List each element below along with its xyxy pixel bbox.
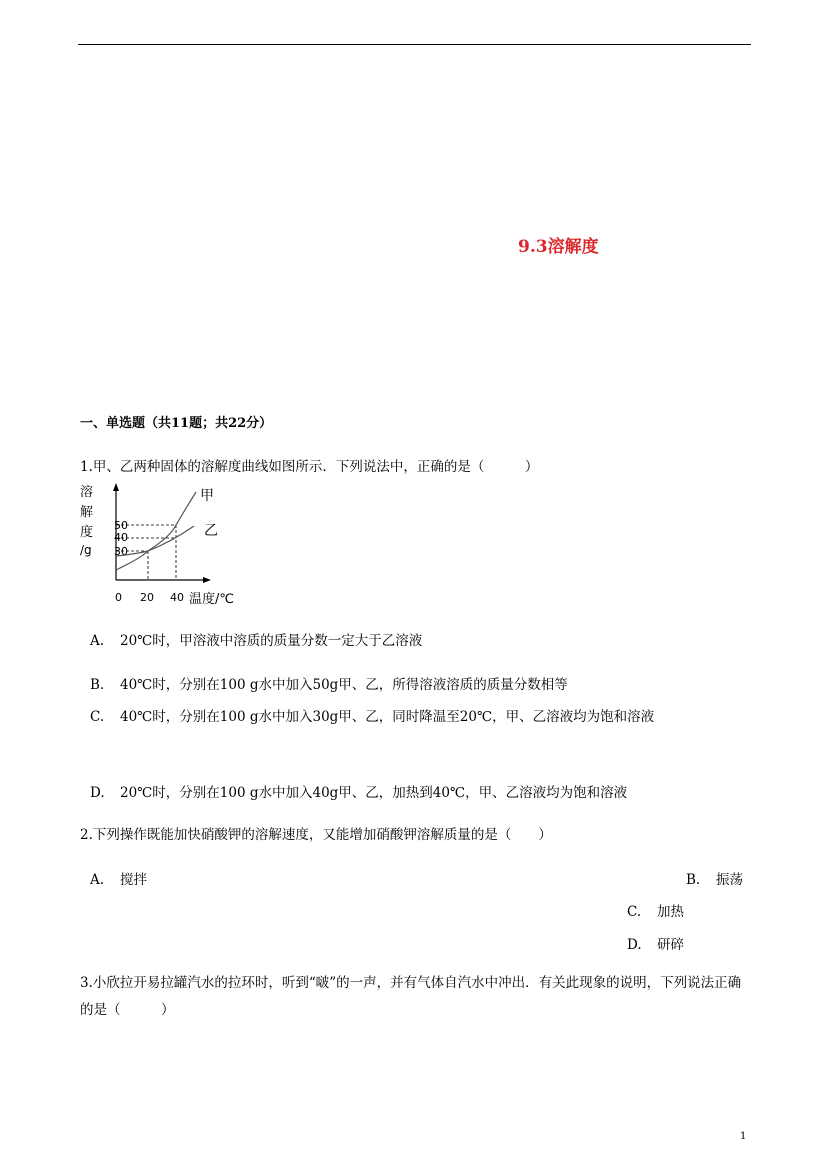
x-axis-label: 温度/℃: [189, 592, 234, 607]
page-number: 1: [740, 1131, 747, 1142]
y-axis-arrow: [113, 483, 119, 491]
y-axis-label-4: /g: [80, 543, 92, 557]
q2-option-c-letter: C.: [627, 904, 642, 920]
q2-option-a-text: 搅拌: [120, 872, 147, 888]
x-tick-0: 0: [115, 591, 122, 604]
q1-option-d-text: 20℃时，分别在100 g水中加入40g甲、乙，加热到40℃，甲、乙溶液均为饱和溶液: [120, 785, 628, 801]
q1-option-a[interactable]: [90, 629, 422, 649]
q2-option-b-letter: B.: [686, 872, 701, 888]
y-tick-40: 40: [114, 531, 128, 544]
header-rule: [78, 44, 751, 45]
y-tick-30: 30: [114, 545, 128, 558]
q2-option-b[interactable]: [686, 868, 743, 888]
y-axis-label-2: 解: [80, 505, 94, 520]
question-2-stem: 2.下列操作既能加快硝酸钾的溶解速度，又能增加硝酸钾溶解质量的是（ ）: [80, 827, 552, 843]
question-1-stem: 1.甲、乙两种固体的溶解度曲线如图所示．下列说法中，正确的是（ ）: [80, 459, 539, 475]
y-tick-50: 50: [114, 519, 128, 532]
x-tick-40: 40: [170, 591, 184, 604]
q1-option-c-text: 40℃时，分别在100 g水中加入30g甲、乙，同时降温至20℃，甲、乙溶液均为饱和溶液: [120, 709, 655, 725]
q1-option-b-letter: B.: [90, 677, 105, 693]
series-label-jia: 甲: [200, 488, 214, 504]
curve-jia: [116, 492, 196, 570]
x-tick-20: 20: [140, 591, 154, 604]
q2-option-c-text: 加热: [657, 904, 684, 920]
q1-option-a-text: 20℃时，甲溶液中溶质的质量分数一定大于乙溶液: [120, 633, 423, 649]
q1-option-d[interactable]: [90, 781, 627, 801]
q2-option-b-text: 振荡: [716, 872, 743, 888]
q2-option-c[interactable]: [627, 900, 684, 920]
q2-option-a-letter: A.: [90, 872, 105, 888]
q2-option-d-text: 研碎: [657, 937, 684, 953]
series-label-yi: 乙: [204, 523, 218, 539]
q2-option-a[interactable]: [90, 868, 147, 888]
q1-option-d-letter: D.: [90, 785, 105, 801]
y-axis-label-1: 溶: [80, 485, 94, 500]
q2-option-d-letter: D.: [627, 937, 642, 953]
q2-option-d[interactable]: [627, 933, 684, 953]
q1-option-a-letter: A.: [90, 633, 105, 649]
question-3-stem: 3.小欣拉开易拉罐汽水的拉环时，听到“啵”的一声，并有气体自汽水中冲出．有关此现象的说明，下列说法正确的是（ ）: [80, 975, 742, 1018]
section-heading: 一、单选题（共11题；共22分）: [80, 416, 273, 431]
q1-option-c[interactable]: [90, 705, 654, 725]
y-axis-label-3: 度: [80, 525, 94, 540]
q1-option-b[interactable]: [90, 673, 568, 693]
q1-option-b-text: 40℃时，分别在100 g水中加入50g甲、乙，所得溶液溶质的质量分数相等: [120, 677, 568, 693]
page-title: 9.3溶解度: [518, 237, 599, 257]
q1-option-c-letter: C.: [90, 709, 105, 725]
solubility-graph: [76, 480, 246, 610]
x-axis-arrow: [203, 577, 211, 583]
